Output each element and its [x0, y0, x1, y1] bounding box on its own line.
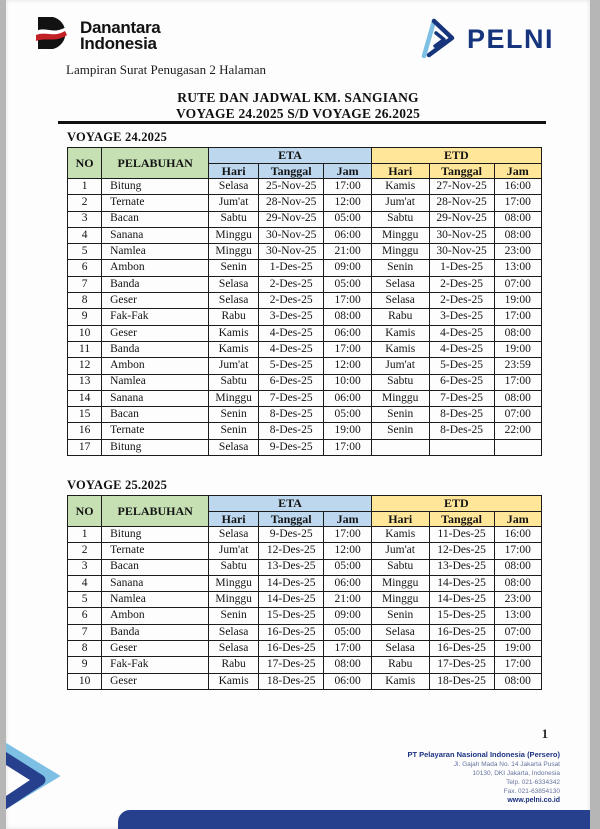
col-header-eta-tanggal: Tanggal [259, 511, 324, 527]
schedule-cell: 1 [68, 179, 102, 195]
schedule-cell: 2-Des-25 [429, 293, 494, 309]
table-row [68, 358, 542, 374]
schedule-cell: 09:00 [324, 608, 371, 624]
voyage-section-25 [67, 478, 542, 690]
port-cell: Geser [102, 293, 209, 309]
schedule-cell: 17:00 [494, 657, 541, 673]
schedule-cell: 28-Nov-25 [429, 195, 494, 211]
table-row [68, 641, 542, 657]
schedule-cell: 16-Des-25 [259, 624, 324, 640]
table-row [68, 673, 542, 689]
col-header-etd-jam: Jam [494, 511, 541, 527]
port-cell: Ternate [102, 195, 209, 211]
schedule-cell: Jum'at [209, 358, 259, 374]
schedule-cell: Selasa [209, 179, 259, 195]
schedule-cell: 12:00 [324, 543, 371, 559]
schedule-cell: 08:00 [324, 657, 371, 673]
port-cell: Sanana [102, 227, 209, 243]
port-cell: Bitung [102, 439, 209, 455]
schedule-cell: 09:00 [324, 260, 371, 276]
schedule-cell: 17:00 [494, 195, 541, 211]
schedule-cell: 1 [68, 527, 102, 543]
table-row [68, 244, 542, 260]
schedule-cell: 16 [68, 423, 102, 439]
schedule-cell: 10 [68, 325, 102, 341]
schedule-cell: Kamis [371, 341, 429, 357]
schedule-cell: 27-Nov-25 [429, 179, 494, 195]
schedule-cell [429, 439, 494, 455]
schedule-cell: 2-Des-25 [259, 276, 324, 292]
schedule-cell: Senin [209, 423, 259, 439]
schedule-cell: 29-Nov-25 [429, 211, 494, 227]
col-header-etd-hari: Hari [371, 163, 429, 179]
schedule-cell: 9-Des-25 [259, 527, 324, 543]
table-row [68, 211, 542, 227]
schedule-cell: 3-Des-25 [259, 309, 324, 325]
port-cell: Ambon [102, 260, 209, 276]
schedule-cell: Selasa [371, 276, 429, 292]
schedule-cell: 17 [68, 439, 102, 455]
schedule-cell: 10:00 [324, 374, 371, 390]
schedule-cell: 3 [68, 559, 102, 575]
schedule-cell: 10 [68, 673, 102, 689]
document-page [6, 0, 590, 829]
schedule-cell: Selasa [209, 439, 259, 455]
schedule-cell: Selasa [371, 293, 429, 309]
schedule-cell: 17:00 [324, 527, 371, 543]
schedule-cell: 08:00 [324, 309, 371, 325]
schedule-cell: 5 [68, 244, 102, 260]
port-cell: Geser [102, 325, 209, 341]
schedule-cell: 15 [68, 407, 102, 423]
schedule-cell: Senin [209, 260, 259, 276]
schedule-cell: 21:00 [324, 244, 371, 260]
schedule-cell: 05:00 [324, 559, 371, 575]
schedule-cell: 08:00 [494, 325, 541, 341]
table-row [68, 608, 542, 624]
schedule-cell: Minggu [209, 227, 259, 243]
schedule-cell: Minggu [371, 575, 429, 591]
schedule-cell: 25-Nov-25 [259, 179, 324, 195]
table-row [68, 657, 542, 673]
schedule-cell: 8-Des-25 [259, 407, 324, 423]
schedule-cell: 2 [68, 195, 102, 211]
schedule-cell: 15-Des-25 [429, 608, 494, 624]
schedule-cell: 08:00 [494, 390, 541, 406]
schedule-cell: 17-Des-25 [259, 657, 324, 673]
schedule-cell: 2-Des-25 [259, 293, 324, 309]
schedule-cell: 12-Des-25 [259, 543, 324, 559]
schedule-cell: Sabtu [371, 211, 429, 227]
col-group-etd: ETD [371, 148, 541, 164]
schedule-cell: 12:00 [324, 358, 371, 374]
schedule-cell: 5-Des-25 [429, 358, 494, 374]
schedule-cell: Senin [371, 260, 429, 276]
schedule-cell: 8-Des-25 [429, 407, 494, 423]
schedule-cell: Jum'at [371, 358, 429, 374]
schedule-cell: Selasa [371, 624, 429, 640]
schedule-cell: 8 [68, 641, 102, 657]
page-number: 1 [541, 727, 548, 741]
schedule-cell: Minggu [209, 575, 259, 591]
schedule-cell: 8-Des-25 [259, 423, 324, 439]
port-cell: Ambon [102, 608, 209, 624]
schedule-cell: 8-Des-25 [429, 423, 494, 439]
danantara-logo [36, 16, 160, 55]
title-line-2: VOYAGE 24.2025 S/D VOYAGE 26.2025 [175, 106, 421, 121]
schedule-cell: 8 [68, 293, 102, 309]
schedule-cell: 14-Des-25 [259, 592, 324, 608]
schedule-cell: 14-Des-25 [259, 575, 324, 591]
schedule-cell: Senin [209, 608, 259, 624]
schedule-cell: Jum'at [371, 543, 429, 559]
schedule-cell: 17:00 [324, 341, 371, 357]
col-header-etd-jam: Jam [494, 163, 541, 179]
schedule-cell: 08:00 [494, 211, 541, 227]
schedule-cell: 16-Des-25 [429, 624, 494, 640]
port-cell: Bacan [102, 559, 209, 575]
pelni-chevron-icon [419, 16, 459, 63]
schedule-cell: 14-Des-25 [429, 575, 494, 591]
port-cell: Ternate [102, 423, 209, 439]
schedule-cell: Jum'at [209, 543, 259, 559]
col-header-eta-tanggal: Tanggal [259, 163, 324, 179]
port-cell: Geser [102, 641, 209, 657]
schedule-cell: Rabu [371, 309, 429, 325]
schedule-cell: 11 [68, 341, 102, 357]
table-row [68, 390, 542, 406]
schedule-cell: 6-Des-25 [429, 374, 494, 390]
schedule-cell: Kamis [371, 527, 429, 543]
col-header-eta-hari: Hari [209, 163, 259, 179]
attachment-note: Lampiran Surat Penugasan 2 Halaman [66, 62, 266, 77]
col-header-etd-tanggal: Tanggal [429, 163, 494, 179]
schedule-cell: 7 [68, 276, 102, 292]
schedule-cell: 6 [68, 608, 102, 624]
schedule-cell: Sabtu [371, 559, 429, 575]
schedule-cell: 22:00 [494, 423, 541, 439]
schedule-cell: 06:00 [324, 325, 371, 341]
schedule-cell: 16:00 [494, 527, 541, 543]
schedule-cell: 6-Des-25 [259, 374, 324, 390]
table-row [68, 407, 542, 423]
schedule-cell: Jum'at [209, 195, 259, 211]
schedule-cell: Minggu [209, 390, 259, 406]
schedule-cell: 17:00 [324, 641, 371, 657]
schedule-cell: Kamis [371, 179, 429, 195]
schedule-cell: 4-Des-25 [429, 341, 494, 357]
col-header-no: NO [68, 496, 102, 527]
schedule-cell [494, 439, 541, 455]
port-cell: Bacan [102, 407, 209, 423]
schedule-cell: 30-Nov-25 [429, 227, 494, 243]
schedule-cell: 17:00 [494, 309, 541, 325]
col-group-eta: ETA [209, 148, 372, 164]
schedule-cell: 16:00 [494, 179, 541, 195]
schedule-cell: Minggu [371, 244, 429, 260]
schedule-cell: 13 [68, 374, 102, 390]
col-header-no: NO [68, 148, 102, 179]
schedule-cell: 23:59 [494, 358, 541, 374]
schedule-cell: 4 [68, 575, 102, 591]
company-contact-block [407, 750, 560, 806]
schedule-cell: 07:00 [494, 276, 541, 292]
schedule-cell: 12 [68, 358, 102, 374]
port-cell: Bacan [102, 211, 209, 227]
schedule-cell: 05:00 [324, 276, 371, 292]
schedule-cell: 19:00 [494, 641, 541, 657]
schedule-cell: Kamis [209, 325, 259, 341]
schedule-cell: Minggu [371, 227, 429, 243]
schedule-cell: Senin [371, 407, 429, 423]
table-row [68, 543, 542, 559]
schedule-table-voyage-25 [67, 495, 542, 690]
schedule-cell: Minggu [209, 592, 259, 608]
schedule-cell: 4-Des-25 [429, 325, 494, 341]
schedule-cell: 28-Nov-25 [259, 195, 324, 211]
schedule-cell: 13:00 [494, 260, 541, 276]
schedule-table-voyage-24 [67, 147, 542, 456]
schedule-cell: Selasa [209, 624, 259, 640]
schedule-cell: 3-Des-25 [429, 309, 494, 325]
schedule-cell: Jum'at [371, 195, 429, 211]
schedule-cell: 29-Nov-25 [259, 211, 324, 227]
schedule-cell: 1-Des-25 [429, 260, 494, 276]
table-row [68, 575, 542, 591]
schedule-cell: 17:00 [494, 374, 541, 390]
schedule-cell: 14-Des-25 [429, 592, 494, 608]
port-cell: Banda [102, 276, 209, 292]
table-row [68, 276, 542, 292]
company-name: PT Pelayaran Nasional Indonesia (Persero) [407, 750, 560, 759]
schedule-cell: Kamis [209, 673, 259, 689]
schedule-cell: 17-Des-25 [429, 657, 494, 673]
port-cell: Bitung [102, 527, 209, 543]
schedule-cell: 9 [68, 309, 102, 325]
port-cell: Fak-Fak [102, 657, 209, 673]
title-divider [58, 121, 546, 124]
schedule-cell: 6 [68, 260, 102, 276]
schedule-cell: 18-Des-25 [429, 673, 494, 689]
col-header-etd-hari: Hari [371, 511, 429, 527]
schedule-cell: 08:00 [494, 227, 541, 243]
schedule-cell: 08:00 [494, 559, 541, 575]
schedule-cell: 9-Des-25 [259, 439, 324, 455]
schedule-cell: 12:00 [324, 195, 371, 211]
voyage-section-24 [67, 130, 542, 456]
schedule-cell: 11-Des-25 [429, 527, 494, 543]
port-cell: Namlea [102, 374, 209, 390]
port-cell: Namlea [102, 244, 209, 260]
port-cell: Ternate [102, 543, 209, 559]
schedule-cell: Rabu [209, 309, 259, 325]
schedule-cell: 23:00 [494, 592, 541, 608]
col-group-etd: ETD [371, 496, 541, 512]
schedule-cell: 19:00 [494, 341, 541, 357]
voyage-label: VOYAGE 25.2025 [67, 478, 168, 492]
port-cell: Banda [102, 624, 209, 640]
schedule-cell: 12-Des-25 [429, 543, 494, 559]
schedule-cell: 06:00 [324, 575, 371, 591]
schedule-cell: 08:00 [494, 673, 541, 689]
danantara-wordmark: Danantara Indonesia [80, 17, 161, 53]
col-header-eta-jam: Jam [324, 163, 371, 179]
table-row [68, 439, 542, 455]
schedule-cell: 30-Nov-25 [259, 227, 324, 243]
schedule-cell: 17:00 [324, 439, 371, 455]
table-row [68, 260, 542, 276]
schedule-cell: Senin [209, 407, 259, 423]
company-fax: Fax. 021-63854130 [503, 788, 560, 795]
port-cell: Ambon [102, 358, 209, 374]
schedule-cell: 06:00 [324, 390, 371, 406]
schedule-cell: 05:00 [324, 624, 371, 640]
schedule-cell: 13-Des-25 [429, 559, 494, 575]
table-row [68, 179, 542, 195]
col-header-eta-hari: Hari [209, 511, 259, 527]
schedule-cell: 19:00 [324, 423, 371, 439]
schedule-cell: 5 [68, 592, 102, 608]
schedule-cell: 21:00 [324, 592, 371, 608]
schedule-cell: 18-Des-25 [259, 673, 324, 689]
schedule-cell: 15-Des-25 [259, 608, 324, 624]
pelni-logo [419, 16, 554, 63]
schedule-cell: 16-Des-25 [259, 641, 324, 657]
table-row [68, 374, 542, 390]
schedule-cell: Selasa [209, 641, 259, 657]
schedule-cell: 2-Des-25 [429, 276, 494, 292]
col-group-eta: ETA [209, 496, 372, 512]
document-title [6, 90, 590, 122]
schedule-cell: 14 [68, 390, 102, 406]
port-cell: Geser [102, 673, 209, 689]
col-header-pelabuhan: PELABUHAN [102, 496, 209, 527]
table-row [68, 309, 542, 325]
table-row [68, 527, 542, 543]
schedule-cell: 9 [68, 657, 102, 673]
schedule-cell: Kamis [371, 325, 429, 341]
port-cell: Sanana [102, 575, 209, 591]
schedule-cell: Selasa [209, 276, 259, 292]
schedule-cell: 17:00 [324, 293, 371, 309]
schedule-cell: 08:00 [494, 575, 541, 591]
schedule-cell: 13-Des-25 [259, 559, 324, 575]
port-cell: Bitung [102, 179, 209, 195]
schedule-cell: 23:00 [494, 244, 541, 260]
port-cell: Banda [102, 341, 209, 357]
schedule-cell: 7-Des-25 [429, 390, 494, 406]
company-website: www.pelni.co.id [507, 797, 560, 804]
schedule-cell: Minggu [371, 390, 429, 406]
schedule-cell: Sabtu [209, 374, 259, 390]
schedule-cell: Kamis [371, 673, 429, 689]
schedule-cell: Kamis [209, 341, 259, 357]
danantara-flag-icon [36, 16, 73, 55]
schedule-cell: 30-Nov-25 [259, 244, 324, 260]
schedule-cell: 4-Des-25 [259, 341, 324, 357]
schedule-cell: Rabu [371, 657, 429, 673]
schedule-cell: 3 [68, 211, 102, 227]
pelni-chevron-watermark-icon [6, 736, 86, 821]
table-row [68, 423, 542, 439]
table-row [68, 325, 542, 341]
port-cell: Sanana [102, 390, 209, 406]
schedule-cell: 1-Des-25 [259, 260, 324, 276]
schedule-cell: 17:00 [324, 179, 371, 195]
schedule-cell: Senin [371, 423, 429, 439]
schedule-cell: 4 [68, 227, 102, 243]
schedule-cell: 19:00 [494, 293, 541, 309]
col-header-pelabuhan: PELABUHAN [102, 148, 209, 179]
table-row [68, 592, 542, 608]
schedule-cell: Sabtu [371, 374, 429, 390]
schedule-cell: 4-Des-25 [259, 325, 324, 341]
schedule-cell: Selasa [371, 641, 429, 657]
schedule-cell: 05:00 [324, 407, 371, 423]
voyage-label: VOYAGE 24.2025 [67, 130, 168, 144]
schedule-cell: 06:00 [324, 227, 371, 243]
company-address-line1: Jl. Gajah Mada No. 14 Jakarta Pusat [453, 761, 560, 768]
schedule-cell: Minggu [371, 592, 429, 608]
company-address-line2: 10130, DKI Jakarta, Indonesia [472, 770, 560, 777]
schedule-cell: 30-Nov-25 [429, 244, 494, 260]
schedule-cell: Minggu [209, 244, 259, 260]
table-row [68, 624, 542, 640]
schedule-cell: Rabu [209, 657, 259, 673]
schedule-cell: 13:00 [494, 608, 541, 624]
table-row [68, 559, 542, 575]
schedule-cell: 07:00 [494, 407, 541, 423]
title-line-1: RUTE DAN JADWAL KM. SANGIANG [177, 90, 419, 105]
col-header-etd-tanggal: Tanggal [429, 511, 494, 527]
footer-bar [118, 810, 590, 829]
table-row [68, 195, 542, 211]
schedule-cell: 07:00 [494, 624, 541, 640]
table-row [68, 293, 542, 309]
schedule-cell: Selasa [209, 293, 259, 309]
schedule-cell: Sabtu [209, 559, 259, 575]
col-header-eta-jam: Jam [324, 511, 371, 527]
schedule-cell: 7 [68, 624, 102, 640]
schedule-cell: 06:00 [324, 673, 371, 689]
schedule-cell: Selasa [209, 527, 259, 543]
schedule-cell: 2 [68, 543, 102, 559]
company-phone: Telp. 021-6334342 [506, 779, 560, 786]
table-row [68, 227, 542, 243]
pelni-wordmark: PELNI [466, 24, 554, 54]
schedule-cell: Sabtu [209, 211, 259, 227]
schedule-cell: 16-Des-25 [429, 641, 494, 657]
port-cell: Fak-Fak [102, 309, 209, 325]
schedule-cell: Senin [371, 608, 429, 624]
port-cell: Namlea [102, 592, 209, 608]
schedule-cell: 05:00 [324, 211, 371, 227]
schedule-cell: 17:00 [494, 543, 541, 559]
schedule-cell: 5-Des-25 [259, 358, 324, 374]
schedule-cell: 7-Des-25 [259, 390, 324, 406]
table-row [68, 341, 542, 357]
schedule-cell [371, 439, 429, 455]
